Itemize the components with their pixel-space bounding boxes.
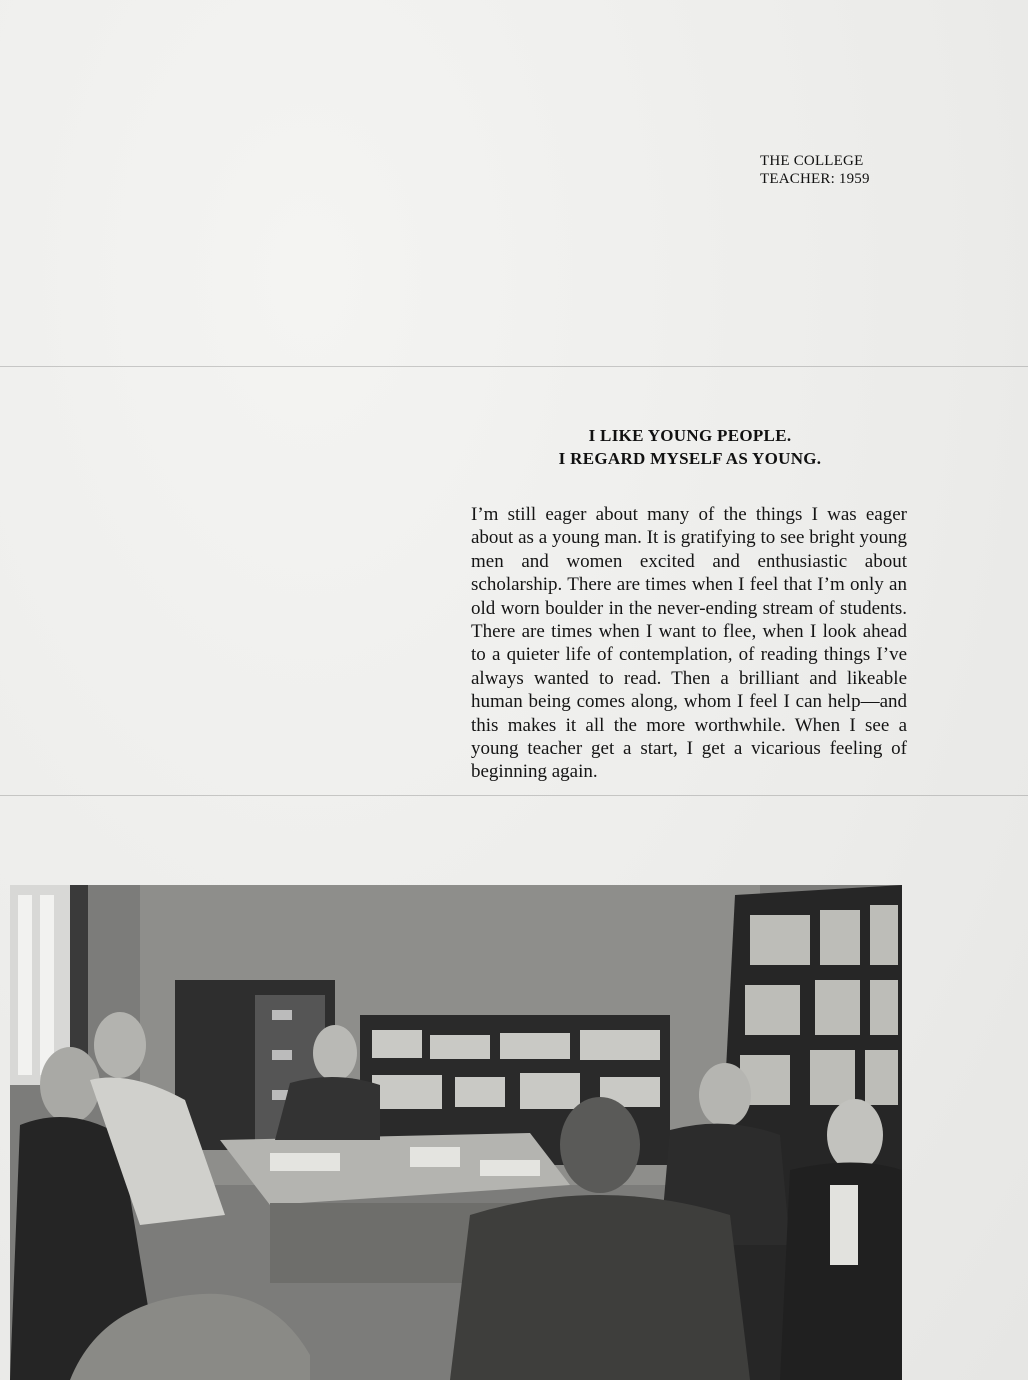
fold-line-top [0, 366, 1028, 367]
running-head-line1: THE COLLEGE [760, 153, 864, 169]
office-meeting-photo [10, 885, 902, 1380]
running-head [760, 152, 920, 188]
headline-line2: I REGARD MYSELF AS YOUNG. [558, 449, 822, 468]
article-body: I’m still eager about many of the things I was eager about as a young man. It is gratifying to see bright young men and women excited and enthusiastic about scholarship. There are times when I feel that I’m only an old worn boulder in the never-ending stream of students. There are times when I want to flee, when I look ahead to a quieter life of contemplation, of reading things I’ve always wanted to read. Then a brilliant and likeable human being comes along, whom I feel I can help—and this makes it all the more worthwhile. When I see a young teacher get a start, I get a vicarious feeling of beginning again. [471, 504, 907, 783]
article-headline [470, 424, 910, 470]
photo-illustration [10, 885, 902, 1380]
running-head-line2: TEACHER: 1959 [760, 171, 870, 187]
fold-line-bottom [0, 795, 1028, 796]
headline-line1: I LIKE YOUNG PEOPLE. [588, 426, 792, 445]
